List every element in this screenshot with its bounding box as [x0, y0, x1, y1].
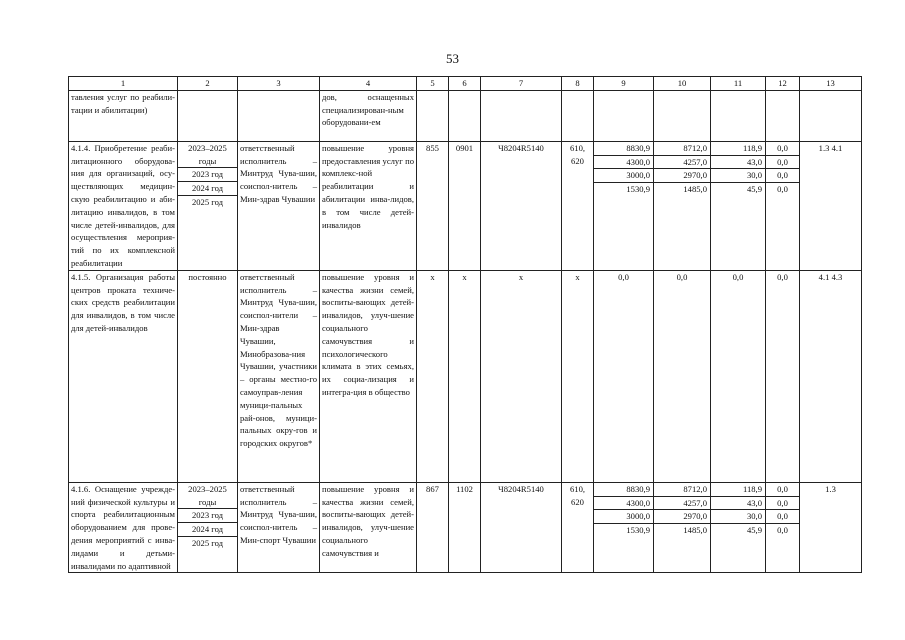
- header-cell: 5: [417, 77, 449, 91]
- header-cell: 12: [766, 77, 800, 91]
- amount-value: 2970,0: [654, 509, 710, 523]
- code-cell: 610, 620: [562, 482, 594, 573]
- amount-cell: [766, 482, 800, 573]
- header-row: [69, 77, 862, 91]
- amount-value: 43,0: [711, 155, 765, 169]
- amount-value: 0,0: [777, 483, 788, 494]
- amount-cell: [594, 482, 654, 573]
- continuation-row: [69, 90, 862, 141]
- period-value: 2023–2025 годы: [188, 483, 227, 507]
- period-value: 2024 год: [178, 522, 237, 536]
- code-cell: х: [562, 270, 594, 482]
- code-cell: 0901: [449, 141, 481, 270]
- amount-value: 4257,0: [654, 155, 710, 169]
- amount-cell: 0,0: [654, 270, 711, 482]
- empty-cell: [449, 90, 481, 141]
- amount-value: 45,9: [711, 523, 765, 537]
- code-cell: 610, 620: [562, 141, 594, 270]
- amount-cell: [711, 141, 766, 270]
- code-cell: 867: [417, 482, 449, 573]
- amount-value: 0,0: [766, 523, 799, 537]
- header-cell: 11: [711, 77, 766, 91]
- measure-name: 4.1.4. Приобретение реаби-литационного оборудова-ния для организаций, осу-ществляющих медицин-скую реабилитацию и аби-литацию инвалидов, в том числе детей-инвалидов, для осуществления мероприя-тий по их комплексной реабилитации: [69, 141, 178, 270]
- measure-name: 4.1.5. Организация работы центров проката техниче-ских средств реабилитации для инвалидов, в том числе для детей-инвалидов: [69, 270, 178, 482]
- period-value: 2023–2025 годы: [188, 142, 227, 166]
- amount-value: 43,0: [711, 496, 765, 510]
- empty-cell: [654, 90, 711, 141]
- period-value: 2023 год: [178, 167, 237, 181]
- period-value: 2023 год: [178, 508, 237, 522]
- period-value: 2025 год: [178, 536, 237, 550]
- code-cell: х: [417, 270, 449, 482]
- continuation-name: тавления услуг по реабили-тации и абилитации): [69, 90, 178, 141]
- amount-value: 4257,0: [654, 496, 710, 510]
- program-table: [68, 76, 862, 573]
- continuation-result: дов, оснащенных специализирован-ным оборудовани-ем: [320, 90, 417, 141]
- empty-cell: [562, 90, 594, 141]
- indicator-cell: 1.3: [800, 482, 862, 573]
- header-cell: 13: [800, 77, 862, 91]
- amount-value: 118,9: [742, 483, 762, 494]
- empty-cell: [481, 90, 562, 141]
- amount-value: 8712,0: [683, 142, 707, 153]
- period-cell: [178, 141, 238, 270]
- header-cell: 1: [69, 77, 178, 91]
- code-cell: х: [481, 270, 562, 482]
- header-cell: 6: [449, 77, 481, 91]
- amount-value: 0,0: [766, 496, 799, 510]
- executor-cell: ответственный исполнитель – Минтруд Чува-шии, соиспол-нители – Мин-здрав Чувашии, Минобразова-ния Чувашии, участники – органы местно-го самоуправ-ления муници-пальных рай-онов, муници-пальных окру-гов и городских округов*: [238, 270, 320, 482]
- amount-value: 3000,0: [594, 509, 653, 523]
- indicator-cell: 1.3 4.1: [800, 141, 862, 270]
- empty-cell: [178, 90, 238, 141]
- amount-value: 4300,0: [594, 496, 653, 510]
- table-row: [69, 482, 862, 573]
- code-cell: х: [449, 270, 481, 482]
- amount-value: 0,0: [766, 168, 799, 182]
- header-cell: 7: [481, 77, 562, 91]
- amount-value: 8830,9: [626, 142, 650, 153]
- amount-value: 118,9: [742, 142, 762, 153]
- code-cell: Ч8204R5140: [481, 141, 562, 270]
- amount-cell: [711, 482, 766, 573]
- result-cell: повышение уровня и качества жизни семей, воспиты-вающих детей-инвалидов, улуч-шение социального самочувствия и: [320, 482, 417, 573]
- table-row: [69, 141, 862, 270]
- code-cell: Ч8204R5140: [481, 482, 562, 573]
- amount-value: 2970,0: [654, 168, 710, 182]
- amount-value: 8712,0: [683, 483, 707, 494]
- amount-value: 0,0: [766, 155, 799, 169]
- empty-cell: [800, 90, 862, 141]
- empty-cell: [766, 90, 800, 141]
- empty-cell: [417, 90, 449, 141]
- executor-cell: ответственный исполнитель – Минтруд Чува-шии, соиспол-нитель – Мин-спорт Чувашии: [238, 482, 320, 573]
- amount-value: 3000,0: [594, 168, 653, 182]
- empty-cell: [711, 90, 766, 141]
- amount-value: 45,9: [711, 182, 765, 196]
- amount-cell: [654, 141, 711, 270]
- header-cell: 2: [178, 77, 238, 91]
- header-cell: 4: [320, 77, 417, 91]
- code-cell: 1102: [449, 482, 481, 573]
- amount-cell: 0,0: [766, 270, 800, 482]
- amount-value: 1530,9: [594, 523, 653, 537]
- amount-value: 4300,0: [594, 155, 653, 169]
- period-value: 2025 год: [178, 195, 237, 209]
- page-number: 53: [446, 51, 459, 66]
- period-value: 2024 год: [178, 181, 237, 195]
- amount-cell: 0,0: [711, 270, 766, 482]
- period-cell: [178, 482, 238, 573]
- header-cell: 9: [594, 77, 654, 91]
- result-cell: повышение уровня и качества жизни семей, воспиты-вающих детей-инвалидов, улуч-шение социального самочувствия и психологического климата в этих семьях, их социа-лизация и интегра-ция в общество: [320, 270, 417, 482]
- amount-value: 0,0: [777, 142, 788, 153]
- amount-value: 0,0: [766, 509, 799, 523]
- empty-cell: [238, 90, 320, 141]
- indicator-cell: 4.1 4.3: [800, 270, 862, 482]
- table-row: [69, 270, 862, 482]
- amount-cell: [766, 141, 800, 270]
- amount-cell: [594, 141, 654, 270]
- period-cell: постоянно: [178, 270, 238, 482]
- amount-value: 8830,9: [626, 483, 650, 494]
- amount-cell: [654, 482, 711, 573]
- measure-name: 4.1.6. Оснащение учрежде-ний физической культуры и спорта реабилитационным оборудованием для прове-дения мероприятий с инва-лидами и детьми-инвалидами по адаптивной: [69, 482, 178, 573]
- code-cell: 855: [417, 141, 449, 270]
- empty-cell: [594, 90, 654, 141]
- header-cell: 10: [654, 77, 711, 91]
- amount-value: 1485,0: [654, 182, 710, 196]
- amount-value: 1530,9: [594, 182, 653, 196]
- amount-value: 30,0: [711, 509, 765, 523]
- result-cell: повышение уровня предоставления услуг по комплекс-ной реабилитации и абилитации инва-лидов, в том числе детей-инвалидов: [320, 141, 417, 270]
- amount-value: 0,0: [766, 182, 799, 196]
- header-cell: 3: [238, 77, 320, 91]
- header-cell: 8: [562, 77, 594, 91]
- amount-cell: 0,0: [594, 270, 654, 482]
- amount-value: 30,0: [711, 168, 765, 182]
- executor-cell: ответственный исполнитель – Минтруд Чува-шии, соиспол-нитель – Мин-здрав Чувашии: [238, 141, 320, 270]
- amount-value: 1485,0: [654, 523, 710, 537]
